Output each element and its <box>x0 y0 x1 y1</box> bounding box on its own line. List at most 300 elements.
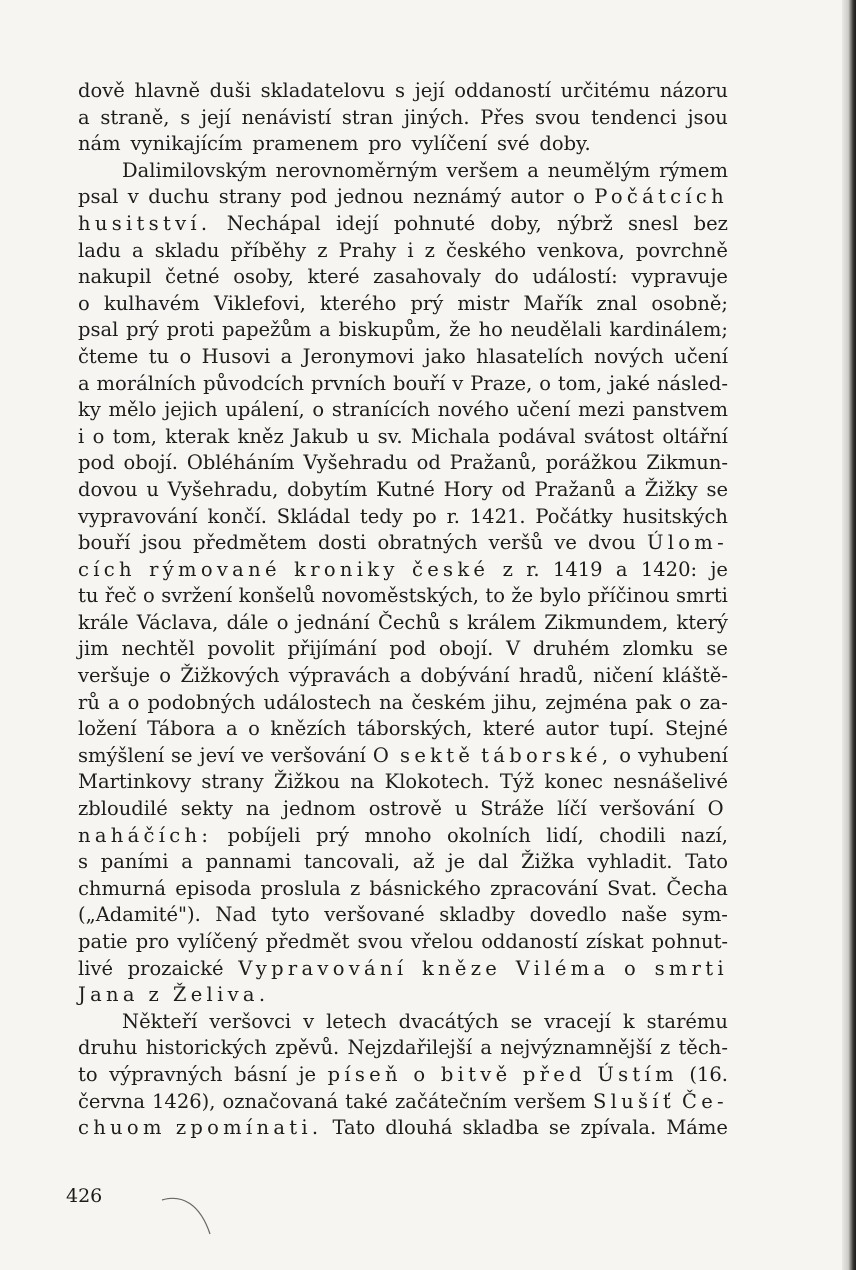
word: táborských, <box>356 717 473 741</box>
word: Nad <box>215 903 257 927</box>
word: a <box>527 158 539 182</box>
word: doby, <box>490 211 542 235</box>
text-line <box>78 610 728 637</box>
word: mistr <box>457 291 510 315</box>
word: o <box>159 664 172 688</box>
word: nechtěl <box>121 637 195 661</box>
word: a <box>319 318 331 342</box>
page-number: 426 <box>66 1185 103 1207</box>
text-line <box>78 876 728 903</box>
word: svátost <box>583 424 654 448</box>
word: pannami <box>205 850 292 874</box>
word: zpracování <box>490 876 598 900</box>
word: zbloudilé <box>78 797 168 821</box>
word: dvou <box>588 531 636 555</box>
word: bylo <box>539 584 582 608</box>
word: začátečním <box>395 1089 508 1113</box>
word: chodili <box>599 823 666 847</box>
word: dovou <box>78 477 138 501</box>
word: v <box>303 1009 315 1033</box>
word: z <box>317 238 328 262</box>
text-line <box>78 264 728 291</box>
word: kterak <box>165 424 230 448</box>
page-edge-shadow <box>842 0 856 1270</box>
word: tupí. <box>609 717 655 741</box>
word: historických <box>145 1036 267 1060</box>
word: jejich <box>164 398 218 422</box>
word: se <box>548 1116 571 1140</box>
word: českého <box>446 238 527 262</box>
word: českém <box>411 690 486 714</box>
word: hlavně <box>134 79 200 102</box>
word: starému <box>646 1009 728 1033</box>
word: je <box>447 850 466 874</box>
word: příčinou <box>587 584 670 608</box>
word: skladba <box>462 1116 539 1140</box>
word: vylíčení <box>411 132 488 156</box>
word: psal <box>78 185 119 209</box>
word: Kutné <box>376 477 435 501</box>
word: její <box>414 79 445 102</box>
word: dobývání <box>420 664 510 688</box>
word: veršuje <box>78 664 151 688</box>
word: zlomku <box>622 637 694 661</box>
word: u <box>356 424 370 448</box>
word: 1419 <box>552 557 603 581</box>
word: a <box>399 664 412 688</box>
word: s <box>448 610 459 634</box>
word: určitému <box>560 79 651 102</box>
word: až <box>412 850 435 874</box>
word: výpravných <box>109 1062 223 1086</box>
word: letech <box>326 1009 387 1033</box>
word: mezi <box>578 398 625 422</box>
word: mělo <box>108 398 157 422</box>
word: o <box>92 424 105 448</box>
word: neznámý <box>413 185 502 209</box>
word: o <box>573 185 585 209</box>
spaced-word: rýmované <box>149 557 281 581</box>
word: v <box>452 371 464 395</box>
word: kardinálem; <box>609 318 728 342</box>
word: smýšlení <box>78 743 165 767</box>
word: jako <box>424 344 466 368</box>
word: že <box>449 318 471 342</box>
word: o <box>312 398 325 422</box>
word: pod <box>290 185 328 209</box>
word: povrchně <box>635 238 728 262</box>
word: pohnuté <box>393 211 476 235</box>
word: předmět <box>265 930 350 953</box>
word: nazí, <box>681 823 728 847</box>
word: Žižkou <box>273 770 341 794</box>
word: výpravách <box>288 664 391 688</box>
word: pramenem <box>252 132 359 156</box>
word: skladby <box>439 903 515 927</box>
word: pod <box>389 637 427 661</box>
text-line <box>78 690 728 717</box>
word: se <box>510 1009 533 1033</box>
spaced-word: sektě <box>400 743 475 767</box>
text-line <box>78 424 728 451</box>
text-line <box>78 78 728 105</box>
word: svržení <box>161 584 233 608</box>
word: episoda <box>175 876 252 900</box>
word: které <box>482 717 535 741</box>
word: V <box>506 637 521 661</box>
word: bez <box>693 211 728 235</box>
word: králem <box>466 610 536 634</box>
word: násled- <box>656 371 728 395</box>
spaced-word: Vypravování <box>238 956 408 980</box>
word: chmurná <box>78 876 167 900</box>
word: jednání <box>296 610 370 634</box>
word: kněz <box>237 424 284 448</box>
word: z <box>502 557 513 581</box>
word: smrti <box>676 584 728 608</box>
word: jsou <box>141 531 182 555</box>
word: oltářní <box>662 424 728 448</box>
word: veršem <box>514 1089 586 1113</box>
word: obojí. <box>123 451 178 475</box>
word: o <box>78 291 90 315</box>
word: vypravuje <box>631 265 728 289</box>
word: pro <box>368 132 402 156</box>
word: a <box>78 371 90 395</box>
word: nýbrž <box>557 211 613 235</box>
word: a <box>480 1036 492 1060</box>
word: prý <box>316 823 349 847</box>
word: Vyšehradu <box>303 451 408 475</box>
body-text <box>78 78 728 1142</box>
word: knězích <box>270 717 347 741</box>
word: řeč <box>104 584 137 608</box>
word: neudělali <box>510 318 602 342</box>
text-line <box>78 530 728 557</box>
word: psal <box>78 318 119 342</box>
word: na <box>350 770 375 794</box>
word: Skládal <box>276 504 351 528</box>
text-line <box>78 450 728 477</box>
spaced-word: Jana <box>78 983 139 1007</box>
word: u <box>454 797 468 821</box>
word: který <box>676 610 728 634</box>
word: na <box>245 797 271 821</box>
word: a <box>107 690 120 714</box>
spaced-word: kněze <box>421 956 502 980</box>
word: příběhy <box>230 238 307 262</box>
word: tom, <box>557 371 603 395</box>
word: básnického <box>369 876 481 900</box>
text-line <box>78 105 728 132</box>
word: a <box>615 557 628 581</box>
word: vracejí <box>544 1009 611 1033</box>
word: které <box>307 265 360 289</box>
word: krále <box>78 610 129 634</box>
word: událostech <box>263 690 372 714</box>
text-line <box>78 184 728 211</box>
text-line <box>78 1115 728 1142</box>
word: podával <box>498 424 576 448</box>
word: tancovali, <box>304 850 401 874</box>
word: prý <box>126 318 159 342</box>
text-line <box>78 291 728 318</box>
word: její <box>200 105 231 129</box>
text-line <box>78 716 728 743</box>
word: tedy <box>359 504 403 528</box>
word: je <box>298 1062 317 1086</box>
word: Čecha <box>666 876 728 900</box>
word: líčí <box>557 797 587 821</box>
text-line <box>78 636 728 663</box>
word: neumělým <box>547 158 651 182</box>
word: o <box>679 690 692 714</box>
word: od <box>416 451 441 475</box>
text-line <box>78 663 728 690</box>
word: hlasatelích <box>476 344 584 368</box>
word: své <box>497 132 530 156</box>
spaced-word: Če- <box>681 1089 728 1113</box>
word: prvních <box>310 371 387 395</box>
text-line <box>78 743 728 770</box>
text-line <box>78 238 728 265</box>
text-line <box>78 769 728 796</box>
word: patie <box>78 930 128 953</box>
word: dále <box>226 610 269 634</box>
word: i <box>78 424 85 448</box>
word: tendenci <box>591 105 677 129</box>
word: a <box>280 344 293 368</box>
word: snesl <box>627 211 679 235</box>
word: do <box>494 265 519 289</box>
word: pak <box>635 690 672 714</box>
word: strany <box>201 770 264 794</box>
word: veršování <box>599 797 695 821</box>
word: („Adamité"). <box>78 903 201 927</box>
word: zpěvů. <box>275 1036 340 1060</box>
word: ostrově <box>368 797 442 821</box>
word: zasahovaly <box>373 265 481 289</box>
word: prozaické <box>127 956 224 980</box>
word: papežům <box>221 318 312 342</box>
word: livé <box>78 956 114 980</box>
word: venkova, <box>537 238 625 262</box>
word: tom, <box>112 424 157 448</box>
word: zpívala. <box>580 1116 657 1140</box>
word: o <box>179 344 192 368</box>
word: hradů, <box>518 664 584 688</box>
word: morálních <box>96 371 197 395</box>
text-line <box>78 504 728 531</box>
word: a <box>78 105 90 129</box>
word: za- <box>699 690 728 714</box>
word: také <box>345 1089 388 1113</box>
word: jeví <box>199 743 235 767</box>
word: ničení <box>592 664 653 688</box>
word: je <box>710 557 728 581</box>
word: ho <box>478 318 503 342</box>
word: se <box>706 637 728 661</box>
text-line <box>78 982 728 1009</box>
word: předmětem <box>193 531 307 555</box>
word: že <box>511 584 534 608</box>
word: těch- <box>678 1036 728 1060</box>
word: svou <box>357 930 403 953</box>
word: dal <box>477 850 509 874</box>
spaced-word: smrti <box>654 956 728 980</box>
word: veršů <box>488 531 544 555</box>
word: Tato <box>332 1116 376 1140</box>
text-line <box>78 317 728 344</box>
word: jaké <box>609 371 651 395</box>
word: bouří <box>393 371 446 395</box>
word: původcích <box>203 371 305 395</box>
text-line <box>78 477 728 504</box>
word: Tábora <box>147 717 216 741</box>
word: nesnášelivé <box>613 770 728 794</box>
word: Nejzdařilejší <box>347 1036 473 1060</box>
word: druhu <box>78 1036 138 1060</box>
word: Nechápal <box>226 211 321 235</box>
spaced-word: chuom <box>78 1116 166 1140</box>
word: Husovi <box>201 344 271 368</box>
word: obratných <box>377 531 478 555</box>
word: Dalimilovským <box>122 158 267 182</box>
word: s <box>180 105 191 129</box>
word: Svat. <box>607 876 658 900</box>
word: r. <box>446 504 460 528</box>
spaced-word: píseň <box>327 1062 402 1086</box>
word: jihu, <box>493 690 538 714</box>
word: veršem <box>446 158 519 182</box>
word: kláště- <box>662 664 728 688</box>
word: a <box>624 477 636 501</box>
word: vřelou <box>410 930 474 953</box>
word: naše <box>621 903 668 927</box>
spaced-word: Ústím <box>597 1062 678 1086</box>
word: Stejné <box>664 717 728 741</box>
word: a <box>131 238 144 262</box>
word: nakupil <box>78 265 152 289</box>
word: k <box>622 1009 635 1033</box>
word: básní <box>234 1062 288 1086</box>
word: Někteří <box>122 1009 198 1033</box>
word: vypravování <box>78 504 198 528</box>
word: pro <box>135 930 170 953</box>
word: sv. <box>377 424 403 448</box>
word: Týž <box>499 770 535 794</box>
word: končí. <box>207 504 267 528</box>
word: června <box>78 1089 145 1113</box>
word: Michala <box>410 424 491 448</box>
word: Obléháním <box>186 451 295 475</box>
word: veršování <box>270 743 366 767</box>
word: o <box>619 743 632 767</box>
word: nového <box>437 398 509 422</box>
word: straně, <box>100 105 170 129</box>
text-line <box>78 902 728 929</box>
word: Vyšehradu, <box>167 477 279 501</box>
word: skladatelovu <box>260 79 386 102</box>
word: Mařík <box>523 291 583 315</box>
spaced-word: české <box>411 557 490 581</box>
word: z <box>349 876 361 900</box>
word: osoby, <box>233 265 294 289</box>
word: oddaností <box>454 79 551 102</box>
word: i <box>407 238 414 262</box>
word: svou <box>535 105 581 129</box>
word: rů <box>78 690 100 714</box>
word: panstvem <box>632 398 728 422</box>
word: stranících <box>331 398 431 422</box>
word: vynikajícím <box>130 132 243 156</box>
word: proti <box>166 318 215 342</box>
word: (16. <box>689 1062 728 1086</box>
word: autor <box>545 717 599 741</box>
word: o <box>127 690 140 714</box>
word: a <box>225 717 238 741</box>
word: v <box>127 185 139 209</box>
word: Zikmun- <box>646 451 728 475</box>
word: ve <box>241 743 264 767</box>
text-line <box>78 1009 728 1036</box>
word: strany <box>218 185 282 209</box>
word: ladu <box>78 238 121 262</box>
word: osobně; <box>651 291 728 315</box>
word: jsou <box>687 105 728 129</box>
word: jednou <box>336 185 404 209</box>
spaced-word: Úlom- <box>647 531 728 555</box>
word: rýmem <box>659 158 728 182</box>
spaced-word: z <box>148 983 164 1007</box>
word: nenávistí <box>241 105 332 129</box>
spaced-word: O <box>372 743 394 767</box>
word: povolit <box>207 637 275 661</box>
spaced-word: O <box>707 797 728 821</box>
word: označovaná <box>222 1089 339 1113</box>
word: sekty <box>180 797 233 821</box>
word: nejvýznamnější <box>500 1036 652 1060</box>
word: Pražanů, <box>449 451 537 475</box>
spaced-word: bitvě <box>440 1062 512 1086</box>
word: od <box>501 477 526 501</box>
word: o <box>143 584 155 608</box>
word: sym- <box>681 903 728 927</box>
word: Pražanů <box>534 477 616 501</box>
word: tyto <box>271 903 310 927</box>
word: se <box>706 477 728 501</box>
text-line <box>78 583 728 610</box>
text-line <box>78 158 728 185</box>
word: Máme <box>666 1116 728 1140</box>
word: tu <box>148 344 170 368</box>
word: Praze, <box>470 371 533 395</box>
spaced-word: o <box>413 1062 430 1086</box>
text-line <box>78 1089 728 1116</box>
word: veršované <box>324 903 425 927</box>
text-line <box>78 1035 728 1062</box>
word: získat <box>585 930 644 953</box>
word: ložení <box>78 717 137 741</box>
text-line <box>78 849 728 876</box>
word: proslula <box>260 876 341 900</box>
word: událostí: <box>532 265 618 289</box>
word: 1426), <box>152 1089 216 1113</box>
spaced-word: Počátcích <box>594 185 728 209</box>
word: skladu <box>154 238 220 262</box>
word: dvacátých <box>398 1009 499 1033</box>
word: a <box>181 850 193 874</box>
